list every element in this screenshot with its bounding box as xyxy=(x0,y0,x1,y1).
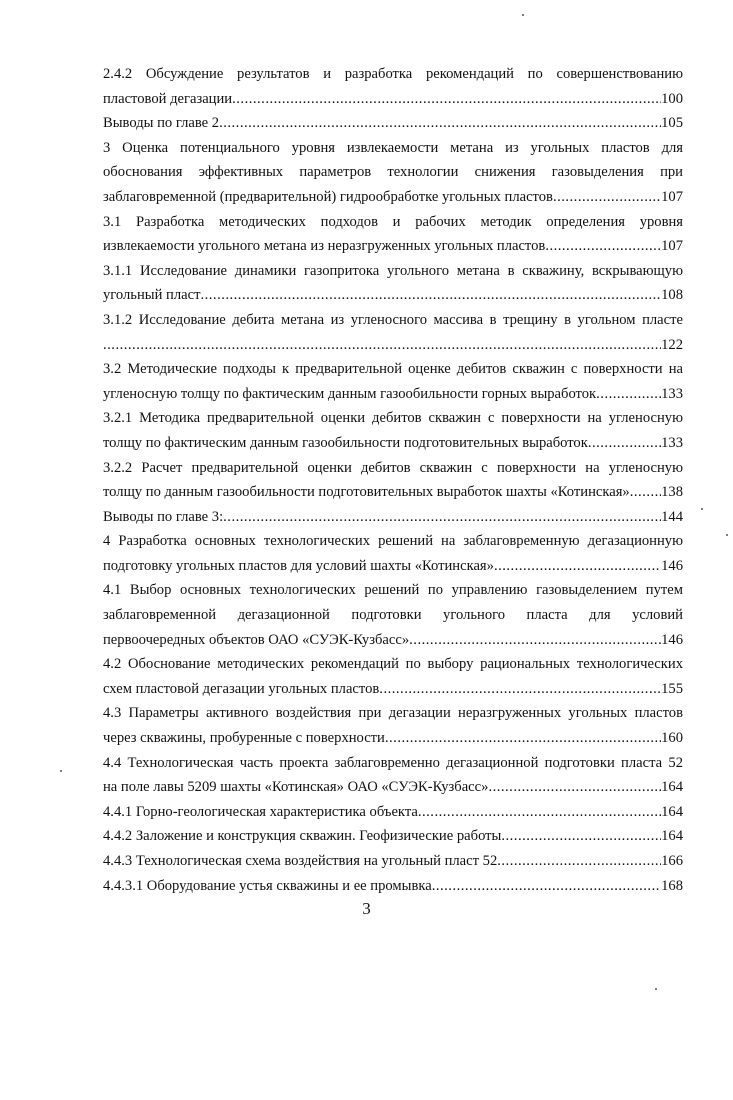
dot-leader xyxy=(630,480,661,505)
toc-entry-page: 155 xyxy=(661,680,683,697)
toc-entry[interactable] xyxy=(103,529,683,578)
toc-entry[interactable] xyxy=(103,849,683,874)
toc-entry-page: 164 xyxy=(661,803,683,820)
toc-entry-leader-line xyxy=(103,480,683,505)
toc-entry[interactable] xyxy=(103,62,683,111)
dot-leader xyxy=(494,554,661,579)
toc-entry-page: 164 xyxy=(661,828,683,845)
toc-entry-leader-line xyxy=(103,849,683,874)
toc-entry[interactable] xyxy=(103,456,683,505)
toc-entry-leader-line xyxy=(103,824,683,849)
toc-entry-title: толщу по данным газообильности подготовительных выработок шахты «Котинская» xyxy=(103,484,630,501)
toc-entry-title: толщу по фактическим данным газообильности подготовительных выработок xyxy=(103,434,588,451)
toc-entry-title: пластовой дегазации xyxy=(103,90,233,107)
toc-entry-leader-line xyxy=(103,431,683,456)
toc-entry[interactable] xyxy=(103,578,683,652)
scan-speck xyxy=(522,14,524,16)
toc-entry-leader-line xyxy=(103,874,683,899)
toc-entry-leader-line xyxy=(103,333,683,358)
toc-entry-page: 144 xyxy=(661,508,683,525)
toc-entry-line: 3.1.2 Исследование дебита метана из угленосного массива в трещину в угольном пласте xyxy=(103,311,683,328)
toc-entry[interactable] xyxy=(103,874,683,899)
toc-entry-leader-line xyxy=(103,111,683,136)
toc-entry[interactable] xyxy=(103,505,683,530)
toc-entry-line: 3.2.2 Расчет предварительной оценки дебитов скважин с поверхности на угленосную xyxy=(103,459,683,476)
toc-entry[interactable] xyxy=(103,824,683,849)
toc-entry-page: 100 xyxy=(661,90,683,107)
toc-entry[interactable] xyxy=(103,406,683,455)
dot-leader xyxy=(596,382,661,407)
scan-speck xyxy=(701,508,703,510)
toc-entry[interactable] xyxy=(103,652,683,701)
toc-entry-leader-line xyxy=(103,726,683,751)
dot-leader xyxy=(223,505,661,530)
toc-entry-line: 4.1 Выбор основных технологических решений по управлению газовыделением путем xyxy=(103,582,683,599)
toc-entry-leader-line xyxy=(103,283,683,308)
toc-entry-page: 168 xyxy=(661,877,683,894)
toc-entry-line: 3.2.1 Методика предварительной оценки дебитов скважин с поверхности на угленосную xyxy=(103,410,683,427)
toc-entry-line: 4.3 Параметры активного воздействия при дегазации неразгруженных угольных пластов xyxy=(103,705,683,722)
toc-entry-line: 4.2 Обоснование методических рекомендаций по выбору рациональных технологических xyxy=(103,656,683,673)
scan-speck xyxy=(726,534,728,536)
toc-entry-title: на поле лавы 5209 шахты «Котинская» ОАО «СУЭК-Кузбасс» xyxy=(103,779,489,796)
toc-entry-leader-line xyxy=(103,554,683,579)
dot-leader xyxy=(232,87,661,112)
scan-speck xyxy=(60,770,62,772)
toc-entry-page: 107 xyxy=(661,188,683,205)
toc-entry-page: 108 xyxy=(661,287,683,304)
toc-entry-page: 164 xyxy=(661,779,683,796)
dot-leader xyxy=(418,800,661,825)
toc-entry-leader-line xyxy=(103,800,683,825)
toc-entry-title: 4.4.2 Заложение и конструкция скважин. Геофизические работы xyxy=(103,828,502,845)
toc-entry-leader-line xyxy=(103,505,683,530)
dot-leader xyxy=(103,333,661,358)
toc-entry-leader-line xyxy=(103,234,683,259)
toc-entry-leader-line xyxy=(103,628,683,653)
toc-entry[interactable] xyxy=(103,210,683,259)
toc-entry[interactable] xyxy=(103,800,683,825)
toc-entry-title: Выводы по главе 2 xyxy=(103,115,220,132)
toc-entry-leader-line xyxy=(103,185,683,210)
toc-entry[interactable] xyxy=(103,308,683,357)
toc-entry-title: 4.4.3 Технологическая схема воздействия на угольный пласт 52 xyxy=(103,853,498,869)
toc-entry-line: 3.1.1 Исследование динамики газопритока угольного метана в скважину, вскрывающую xyxy=(103,262,683,279)
toc-entry-page: 166 xyxy=(661,853,683,869)
dot-leader xyxy=(200,283,661,308)
toc-entry-title: Выводы по главе 3: xyxy=(103,508,224,525)
toc-entry[interactable] xyxy=(103,751,683,800)
toc-entry-page: 146 xyxy=(661,557,683,574)
toc-entry-title: 4.4.3.1 Оборудование устья скважины и ее промывка xyxy=(103,877,432,894)
toc-entry[interactable] xyxy=(103,701,683,750)
toc-entry-title: угольный пласт xyxy=(103,287,201,304)
toc-entry-line: 4 Разработка основных технологических решений на заблаговременную дегазационную xyxy=(103,533,683,550)
dot-leader xyxy=(497,849,661,874)
toc-entry-page: 105 xyxy=(661,115,683,132)
toc-entry-page: 107 xyxy=(661,238,683,255)
dot-leader xyxy=(409,628,661,653)
toc-entry-title: извлекаемости угольного метана из неразгруженных угольных пластов xyxy=(103,238,546,255)
dot-leader xyxy=(553,185,661,210)
toc-entry[interactable] xyxy=(103,259,683,308)
toc-entry-page: 146 xyxy=(661,631,683,648)
toc-entry[interactable] xyxy=(103,357,683,406)
toc-entry-page: 160 xyxy=(661,730,683,747)
toc-entry-page: 133 xyxy=(661,434,683,451)
scan-speck xyxy=(655,988,657,990)
toc-entry-title: угленосную толщу по фактическим данным газообильности горных выработок xyxy=(103,385,597,402)
dot-leader xyxy=(219,111,661,136)
dot-leader xyxy=(379,677,661,702)
toc-entry-title: первоочередных объектов ОАО «СУЭК-Кузбасс» xyxy=(103,631,410,648)
dot-leader xyxy=(588,431,661,456)
toc-entry-title: 4.4.1 Горно-геологическая характеристика объекта xyxy=(103,803,418,820)
toc-entry[interactable] xyxy=(103,136,683,210)
toc-entry-title: заблаговременной (предварительной) гидрообработке угольных пластов xyxy=(103,188,553,205)
dot-leader xyxy=(501,824,661,849)
toc-entry-title: подготовку угольных пластов для условий шахты «Котинская» xyxy=(103,557,494,574)
toc-entry-leader-line xyxy=(103,677,683,702)
toc-entry-line: заблаговременной дегазационной подготовки угольного пласта для условий xyxy=(103,607,683,624)
toc-entry-line: 3.1 Разработка методических подходов и рабочих методик определения уровня xyxy=(103,213,683,230)
dot-leader xyxy=(488,775,661,800)
dot-leader xyxy=(385,726,661,751)
toc-entry-leader-line xyxy=(103,775,683,800)
toc-entry[interactable] xyxy=(103,111,683,136)
toc-entry-line: 2.4.2 Обсуждение результатов и разработка рекомендаций по совершенствованию xyxy=(103,66,683,82)
toc-entry-title: через скважины, пробуренные с поверхности xyxy=(103,730,385,747)
toc-entry-line: обоснования эффективных параметров технологии снижения газовыделения при xyxy=(103,164,683,181)
table-of-contents xyxy=(103,62,683,898)
toc-entry-page: 138 xyxy=(661,484,683,501)
toc-entry-title: схем пластовой дегазации угольных пластов xyxy=(103,680,380,697)
toc-entry-leader-line xyxy=(103,87,683,112)
dot-leader xyxy=(432,874,661,899)
toc-entry-page: 133 xyxy=(661,385,683,402)
page-number: 3 xyxy=(362,899,371,918)
dot-leader xyxy=(545,234,661,259)
toc-entry-line: 3.2 Методические подходы к предварительной оценке дебитов скважин с поверхности на xyxy=(103,361,683,378)
toc-entry-line: 4.4 Технологическая часть проекта заблаговременно дегазационной подготовки пласта 52 xyxy=(103,754,683,771)
toc-entry-leader-line xyxy=(103,382,683,407)
toc-entry-line: 3 Оценка потенциального уровня извлекаемости метана из угольных пластов для xyxy=(103,139,683,156)
toc-entry-page: 122 xyxy=(661,336,683,353)
